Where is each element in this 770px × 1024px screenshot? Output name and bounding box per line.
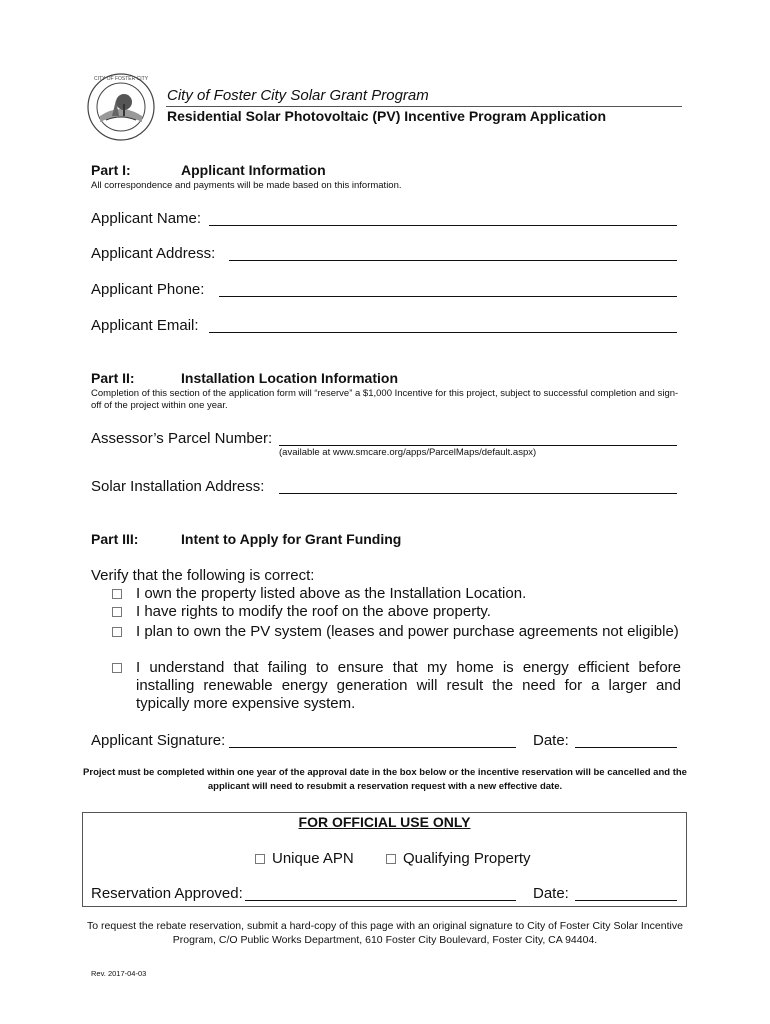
signature-field[interactable] bbox=[229, 747, 516, 748]
part2-number: Part II: bbox=[91, 370, 135, 386]
solar-address-label: Solar Installation Address: bbox=[91, 478, 265, 495]
roof-rights-text: I have rights to modify the roof on the above property. bbox=[136, 603, 491, 620]
own-pv-checkbox[interactable] bbox=[112, 627, 122, 637]
reservation-approved-field[interactable] bbox=[245, 900, 516, 901]
apn-field[interactable] bbox=[279, 445, 677, 446]
applicant-email-label: Applicant Email: bbox=[91, 317, 199, 334]
applicant-name-label: Applicant Name: bbox=[91, 210, 202, 227]
roof-rights-checkbox[interactable] bbox=[112, 607, 122, 617]
program-title: City of Foster City Solar Grant Program bbox=[167, 87, 429, 104]
energy-efficient-text: I understand that failing to ensure that my home is energy efficient before installing renewable energy generation will result the need for a larger and typically more expensive system. bbox=[136, 659, 681, 712]
own-property-checkbox[interactable] bbox=[112, 589, 122, 599]
completion-notice: Project must be completed within one year of the approval date in the box below or the incentive reservation will be cancelled and the applicant will need to resubmit a reservation request with a new effective date. bbox=[83, 767, 687, 792]
approval-date-label: Date: bbox=[533, 885, 569, 902]
qualifying-property-checkbox[interactable] bbox=[386, 854, 396, 864]
part3-title: Intent to Apply for Grant Funding bbox=[181, 531, 402, 547]
signature-label: Applicant Signature: bbox=[91, 732, 226, 749]
own-property-text: I own the property listed above as the Installation Location. bbox=[136, 585, 527, 602]
applicant-email-field[interactable] bbox=[209, 332, 677, 333]
revision-date: Rev. 2017-04-03 bbox=[91, 969, 147, 978]
applicant-name-field[interactable] bbox=[209, 225, 677, 226]
unique-apn-checkbox[interactable] bbox=[255, 854, 265, 864]
solar-address-field[interactable] bbox=[279, 493, 677, 494]
apn-hint: (available at www.smcare.org/apps/ParcelMaps/default.aspx) bbox=[279, 447, 537, 458]
unique-apn-label: Unique APN bbox=[272, 850, 354, 867]
part3-number: Part III: bbox=[91, 531, 139, 547]
applicant-address-field[interactable] bbox=[229, 260, 677, 261]
header-rule bbox=[166, 106, 682, 107]
part2-note: Completion of this section of the application form will “reserve” a $1,000 Incentive for this project, subject to successful completion and sign-off of the project within one year. bbox=[91, 388, 679, 411]
signature-date-label: Date: bbox=[533, 732, 569, 749]
qualifying-property-label: Qualifying Property bbox=[403, 850, 531, 867]
approval-date-field[interactable] bbox=[575, 900, 677, 901]
signature-date-field[interactable] bbox=[575, 747, 677, 748]
own-pv-text: I plan to own the PV system (leases and power purchase agreements not eligible) bbox=[136, 623, 679, 640]
apn-label: Assessor’s Parcel Number: bbox=[91, 430, 273, 447]
applicant-address-label: Applicant Address: bbox=[91, 245, 216, 262]
part1-number: Part I: bbox=[91, 162, 131, 178]
submission-instructions: To request the rebate reservation, submit a hard-copy of this page with an original signature to City of Foster City Solar Incentive Program, C/O Public Works Department, 610 Foster City Boulevard, Foster City, CA 94404. bbox=[87, 920, 683, 946]
part1-title: Applicant Information bbox=[181, 162, 326, 178]
verify-text: Verify that the following is correct: bbox=[91, 567, 315, 584]
energy-efficient-checkbox[interactable] bbox=[112, 663, 122, 673]
part1-note: All correspondence and payments will be made based on this information. bbox=[91, 180, 402, 191]
applicant-phone-field[interactable] bbox=[219, 296, 677, 297]
applicant-phone-label: Applicant Phone: bbox=[91, 281, 205, 298]
reservation-approved-label: Reservation Approved: bbox=[91, 885, 243, 902]
official-use-title: FOR OFFICIAL USE ONLY bbox=[298, 814, 471, 830]
svg-text:CITY OF FOSTER CITY: CITY OF FOSTER CITY bbox=[93, 76, 149, 82]
part2-title: Installation Location Information bbox=[181, 370, 398, 386]
city-seal-logo bbox=[86, 72, 156, 142]
application-title: Residential Solar Photovoltaic (PV) Incentive Program Application bbox=[167, 108, 607, 124]
